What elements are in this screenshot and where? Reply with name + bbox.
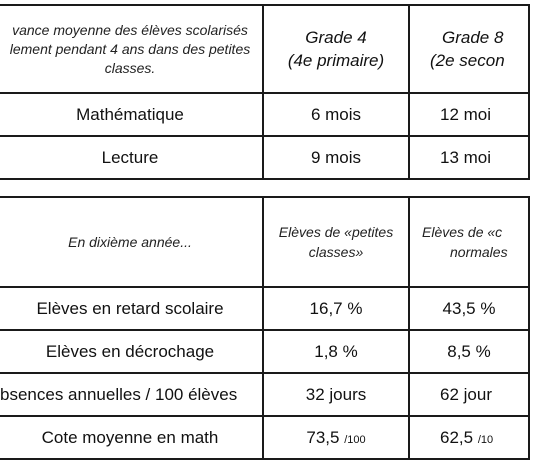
row-value-grade4: 9 mois (263, 136, 409, 179)
row-value-normal: 62 jour (409, 373, 529, 416)
reading-progress-table (0, 4, 530, 180)
row-label: Elèves en décrochage (0, 330, 263, 373)
table-header-row (0, 197, 529, 287)
row-value-small: 16,7 % (263, 287, 409, 330)
grade8-title: Grade 8 (442, 28, 504, 47)
row-label: Lecture (0, 136, 263, 179)
table-row (0, 93, 529, 136)
row-label: Mathématique (0, 93, 263, 136)
value-unit: /10 (477, 433, 494, 446)
table-header-row (0, 5, 529, 93)
grade8-subtitle: (2e secon (430, 51, 505, 70)
grade4-title: Grade 4 (305, 28, 367, 47)
row-label: bsences annuelles / 100 élèves (0, 373, 263, 416)
row-label: Elèves en retard scolaire (0, 287, 263, 330)
row-label: Cote moyenne en math (0, 416, 263, 459)
header-description-line: lement pendant 4 ans dans des petites (9, 40, 251, 57)
table-row (0, 136, 529, 179)
small-classes-subtitle: classes» (308, 244, 364, 260)
row-value-small: 1,8 % (263, 330, 409, 373)
table-row (0, 373, 529, 416)
normal-classes-title: Elèves de «c (422, 224, 503, 240)
header-normal-classes-cell (409, 197, 529, 287)
grade4-subtitle: (4e primaire) (287, 51, 385, 70)
row-value-grade8: 12 moi (409, 93, 529, 136)
value-unit: /100 (344, 433, 366, 446)
header-grade8-cell (409, 5, 529, 93)
table-row (0, 287, 529, 330)
header-small-classes-cell (263, 197, 409, 287)
row-value-normal (409, 416, 529, 459)
header-description-cell: En dixième année... (0, 197, 263, 287)
header-grade4-cell (263, 5, 409, 93)
row-value-normal: 8,5 % (409, 330, 529, 373)
table-row (0, 416, 529, 459)
row-value-normal: 43,5 % (409, 287, 529, 330)
normal-classes-subtitle: normales (450, 244, 508, 260)
header-description-line: vance moyenne des élèves scolarisés (12, 21, 248, 38)
row-value-small: 32 jours (263, 373, 409, 416)
row-value-small (263, 416, 409, 459)
header-description-line: classes. (104, 59, 156, 76)
small-classes-title: Elèves de «petites (278, 224, 394, 240)
table-row (0, 330, 529, 373)
class-size-outcomes-table (0, 196, 530, 460)
value-number: 73,5 (306, 427, 340, 447)
row-value-grade8: 13 moi (409, 136, 529, 179)
value-number: 62,5 (440, 427, 474, 447)
row-value-grade4: 6 mois (263, 93, 409, 136)
header-description-cell (0, 5, 263, 93)
